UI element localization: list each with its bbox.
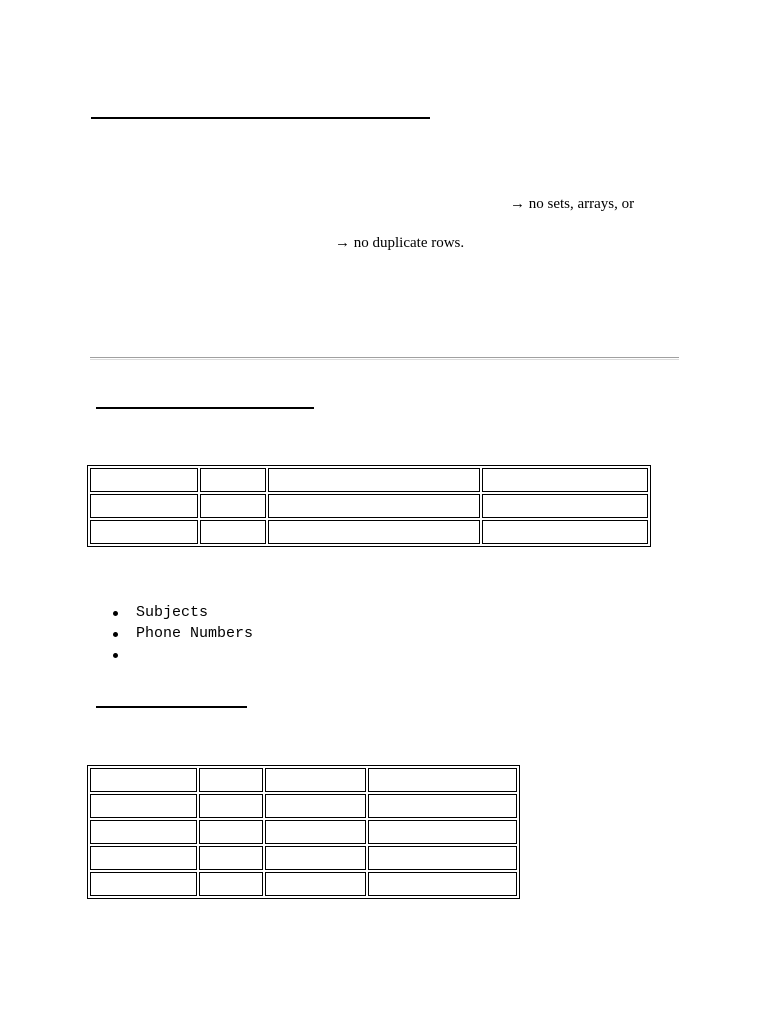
table-cell	[482, 468, 648, 492]
table-cell	[268, 468, 481, 492]
table-cell	[265, 794, 366, 818]
table-row	[90, 494, 648, 518]
table-cell	[368, 872, 517, 896]
section-divider	[90, 357, 679, 360]
table-cell	[199, 872, 263, 896]
subheading-underline	[96, 407, 314, 409]
table-cell	[265, 872, 366, 896]
section-heading-underline	[91, 117, 430, 119]
table-cell	[482, 494, 648, 518]
table-cell	[368, 820, 517, 844]
data-table-2	[87, 765, 520, 899]
table-cell	[482, 520, 648, 544]
table-cell	[368, 794, 517, 818]
bullet-icon	[113, 632, 118, 637]
table-cell	[268, 494, 481, 518]
table-cell	[265, 768, 366, 792]
table-cell	[90, 872, 197, 896]
table-row	[90, 768, 517, 792]
data-table-1	[87, 465, 651, 547]
list-item	[110, 602, 253, 623]
table-row	[90, 872, 517, 896]
subheading-underline-2	[96, 706, 247, 708]
table-cell	[90, 520, 198, 544]
intro-text-line-1: → no sets, arrays, or	[510, 196, 635, 212]
table-cell	[368, 846, 517, 870]
table-row	[90, 820, 517, 844]
bullet-icon	[113, 611, 118, 616]
table-cell	[199, 768, 263, 792]
bullet-icon	[113, 653, 118, 658]
table-cell	[90, 494, 198, 518]
table-cell	[90, 468, 198, 492]
list-item-label: Phone Numbers	[136, 625, 254, 642]
table-row	[90, 468, 648, 492]
table-cell	[199, 820, 263, 844]
table-row	[90, 794, 517, 818]
list-item	[110, 644, 253, 665]
table-cell	[268, 520, 481, 544]
bullet-list	[110, 602, 253, 665]
table-cell	[368, 768, 517, 792]
table-cell	[200, 520, 265, 544]
table-cell	[265, 846, 366, 870]
table-cell	[200, 468, 265, 492]
intro-text-line-2: → no duplicate rows.	[335, 235, 465, 251]
table-cell	[90, 768, 197, 792]
table-cell	[265, 820, 366, 844]
table-cell	[200, 494, 265, 518]
table-cell	[90, 820, 197, 844]
table-row	[90, 846, 517, 870]
list-item-label: Subjects	[136, 604, 209, 621]
table-row	[90, 520, 648, 544]
table-cell	[90, 846, 197, 870]
table-cell	[199, 794, 263, 818]
list-item	[110, 623, 253, 644]
table-cell	[90, 794, 197, 818]
table-cell	[199, 846, 263, 870]
